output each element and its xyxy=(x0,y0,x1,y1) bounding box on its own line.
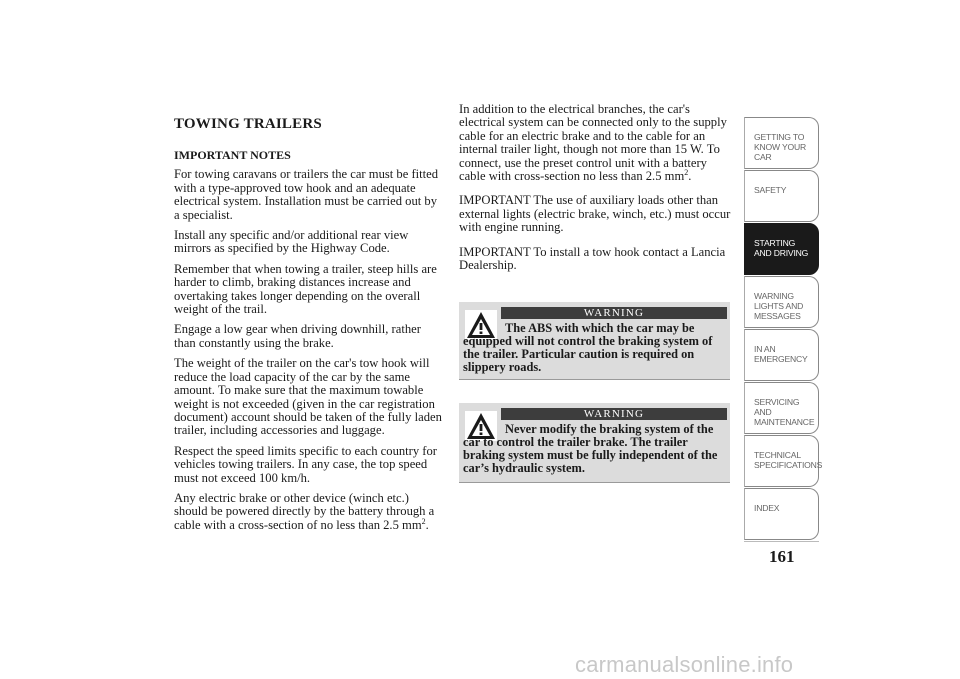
paragraph: Install any specific and/or additional rear view mirrors as specified by the Highway Code. xyxy=(174,228,409,256)
paragraph: Remember that when towing a trailer, steep hills are harder to climb, braking distances increase and overtaking takes longer depending on the overall weight of the trail. xyxy=(174,261,437,317)
warning-box xyxy=(459,302,730,380)
subheading: IMPORTANT NOTES xyxy=(174,148,291,162)
tab-index[interactable]: INDEX xyxy=(744,488,819,540)
paragraph: For towing caravans or trailers the car must be fitted with a type-approved tow hook and an adequate electrical system. Installation must be carried out by a specialist. xyxy=(174,167,439,222)
paragraph-tail: . xyxy=(425,517,429,532)
tab-starting-and-driving[interactable]: STARTING AND DRIVING xyxy=(744,223,819,275)
warning-text: The ABS with which the car may be equipped will not control the braking system of the trailer. Particular caution is required on slippery roads. xyxy=(463,321,713,374)
paragraph-text: In addition to the electrical branches, the car's electrical system can be connected only to the supply cable for an electric brake and to the cable for an internal trailer light, though not more than 15 W. To connect, use the preset control unit with a battery cable with cross-section no less than 2.5 mm xyxy=(459,102,727,184)
page-number: 161 xyxy=(769,547,795,566)
section-title: TOWING TRAILERS xyxy=(174,116,322,132)
left-column xyxy=(174,116,442,539)
right-column xyxy=(459,103,731,283)
superscript: 2 xyxy=(684,167,689,177)
paragraph-electric-brake xyxy=(174,492,442,532)
tab-servicing-and-maintenance[interactable]: SERVICING AND MAINTENANCE xyxy=(744,382,819,434)
paragraph: Engage a low gear when driving downhill, rather than constantly using the brake. xyxy=(174,322,421,350)
watermark: carmanualsonline.info xyxy=(575,652,794,677)
warning-text: Never modify the braking system of the car to control the trailer brake. The trailer braking system must be fully independent of the car’s hydraulic system. xyxy=(463,422,718,475)
paragraph-text: Any electric brake or other device (winch etc.) should be powered directly by the battery through a cable with a cross-section of no less than 2.5 mm xyxy=(174,490,435,532)
tab-getting-to-know-your-car[interactable]: GETTING TO KNOW YOUR CAR xyxy=(744,117,819,169)
paragraph-tail: . xyxy=(688,169,692,184)
tab-warning-lights-and-messages[interactable]: WARNING LIGHTS AND MESSAGES xyxy=(744,276,819,328)
divider xyxy=(744,541,819,542)
paragraph: IMPORTANT To install a tow hook contact a Lancia Dealership. xyxy=(459,244,726,273)
paragraph: Respect the speed limits specific to each country for vehicles towing trailers. In any case, the top speed must not exceed 100 km/h. xyxy=(174,443,437,485)
paragraph: IMPORTANT The use of auxiliary loads other than external lights (electric brake, winch, etc.) must occur with engine running. xyxy=(459,193,731,235)
superscript: 2 xyxy=(421,516,426,526)
tab-technical-specifications[interactable]: TECHNICAL SPECIFICATIONS xyxy=(744,435,819,487)
tab-safety[interactable]: SAFETY xyxy=(744,170,819,222)
warning-label: WARNING xyxy=(501,408,727,420)
warning-box xyxy=(459,403,730,483)
tab-in-an-emergency[interactable]: IN AN EMERGENCY xyxy=(744,329,819,381)
paragraph: The weight of the trailer on the car's tow hook will reduce the load capacity of the car by the same amount. To make sure that the maximum towable weight is not exceeded (given in the car registration document) account should be taken of the fully laden trailer, including accessories and luggage. xyxy=(174,356,442,438)
warning-label: WARNING xyxy=(501,307,727,319)
paragraph-electrical-branches xyxy=(459,103,731,183)
